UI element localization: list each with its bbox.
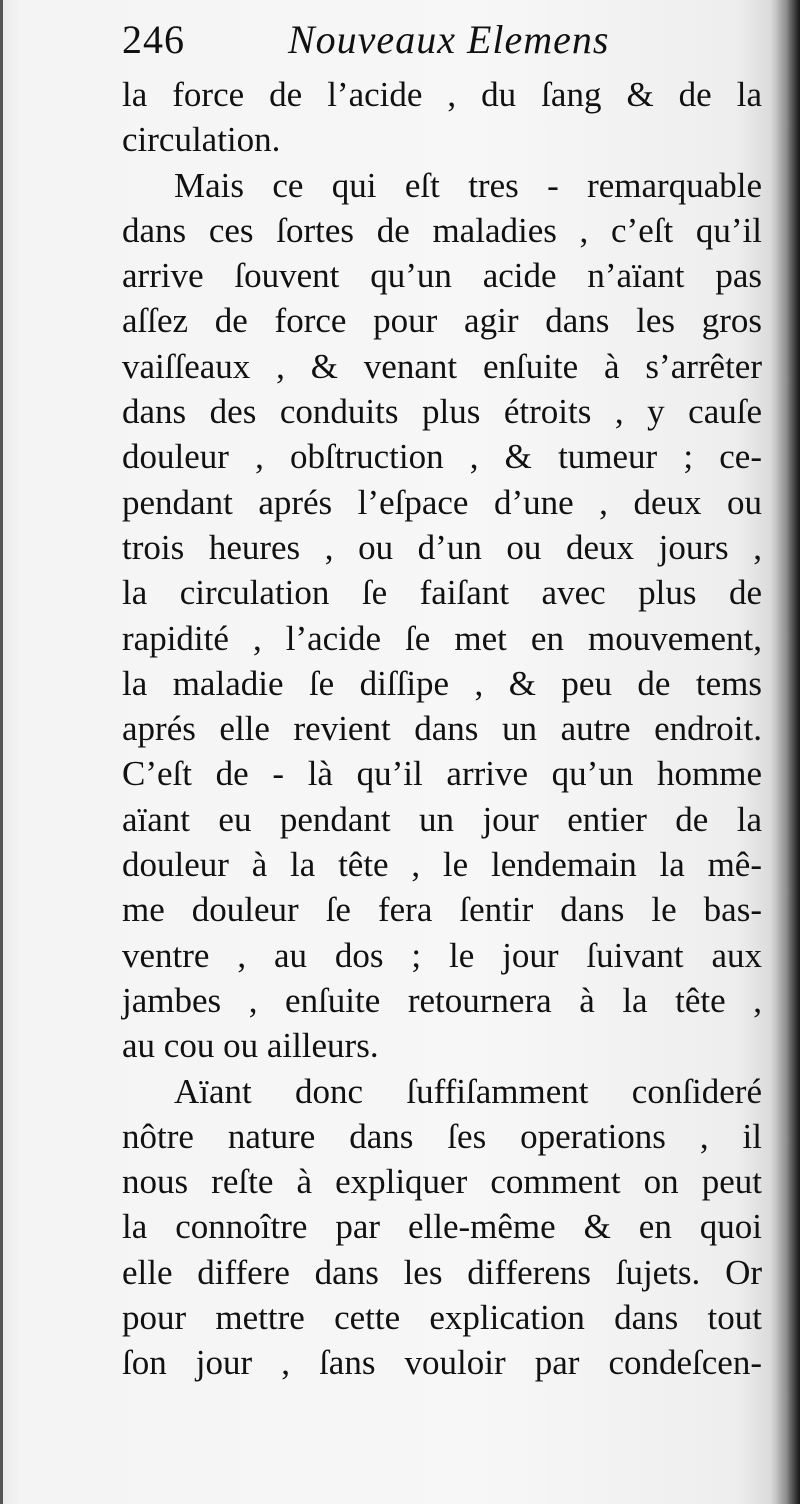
text-line: aſſez de force pour agir dans les gros (122, 301, 762, 341)
text-line: circulation. (122, 120, 281, 160)
text-line: rapidité , l’acide ſe met en mouvement, (122, 618, 762, 658)
text-line: douleur , obſtruction , & tumeur ; ce- (122, 437, 762, 477)
text-line: pendant aprés l’eſpace d’une , deux ou (122, 482, 762, 522)
text-line: trois heures , ou d’un ou deux jours , (122, 527, 762, 567)
text-line: ſon jour , ſans vouloir par condeſcen- (122, 1343, 762, 1383)
text-line: au cou ou ailleurs. (122, 1026, 379, 1066)
text-line: ventre , au dos ; le jour ſuivant aux (122, 935, 762, 975)
text-line: douleur à la tête , le lendemain la mê- (122, 845, 762, 885)
text-line: aïant eu pendant un jour entier de la (122, 799, 762, 839)
text-line: arrive ſouvent qu’un acide n’aïant pas (122, 256, 762, 296)
page-header (118, 14, 758, 74)
text-line: pour mettre cette explication dans tout (122, 1298, 762, 1338)
page-left-edge (0, 0, 3, 1504)
text-line: me douleur ſe fera ſentir dans le bas- (122, 890, 762, 930)
page-gutter-shadow (770, 0, 800, 1504)
text-line: nôtre nature dans ſes operations , il (122, 1116, 762, 1156)
page-number: 246 (122, 17, 185, 62)
text-line: Mais ce qui eſt tres - remarquable (174, 165, 762, 205)
text-line: Aïant donc ſuffiſamment conſideré (174, 1071, 762, 1111)
text-line: la maladie ſe diſſipe , & peu de tems (122, 663, 762, 703)
text-line: nous reſte à expliquer comment on peut (122, 1162, 762, 1202)
text-line: la circulation ſe faiſant avec plus de (122, 573, 762, 613)
text-line: jambes , enſuite retournera à la tête , (122, 980, 762, 1020)
text-line: vaiſſeaux , & venant enſuite à s’arrêter (122, 346, 762, 386)
text-line: la connoître par elle-même & en quoi (122, 1207, 762, 1247)
text-line: dans ces ſortes de maladies , c’eſt qu’il (122, 210, 762, 250)
text-line: C’eſt de - là qu’il arrive qu’un homme (122, 754, 762, 794)
running-head: Nouveaux Elemens (288, 17, 610, 62)
text-line: dans des conduits plus étroits , y cauſe (122, 392, 762, 432)
text-line: la force de l’acide , du ſang & de la (122, 75, 762, 114)
text-line: elle differe dans les differens ſujets. Or (122, 1252, 762, 1292)
text-line: aprés elle revient dans un autre endroit. (122, 709, 762, 749)
body-text (122, 72, 762, 1386)
